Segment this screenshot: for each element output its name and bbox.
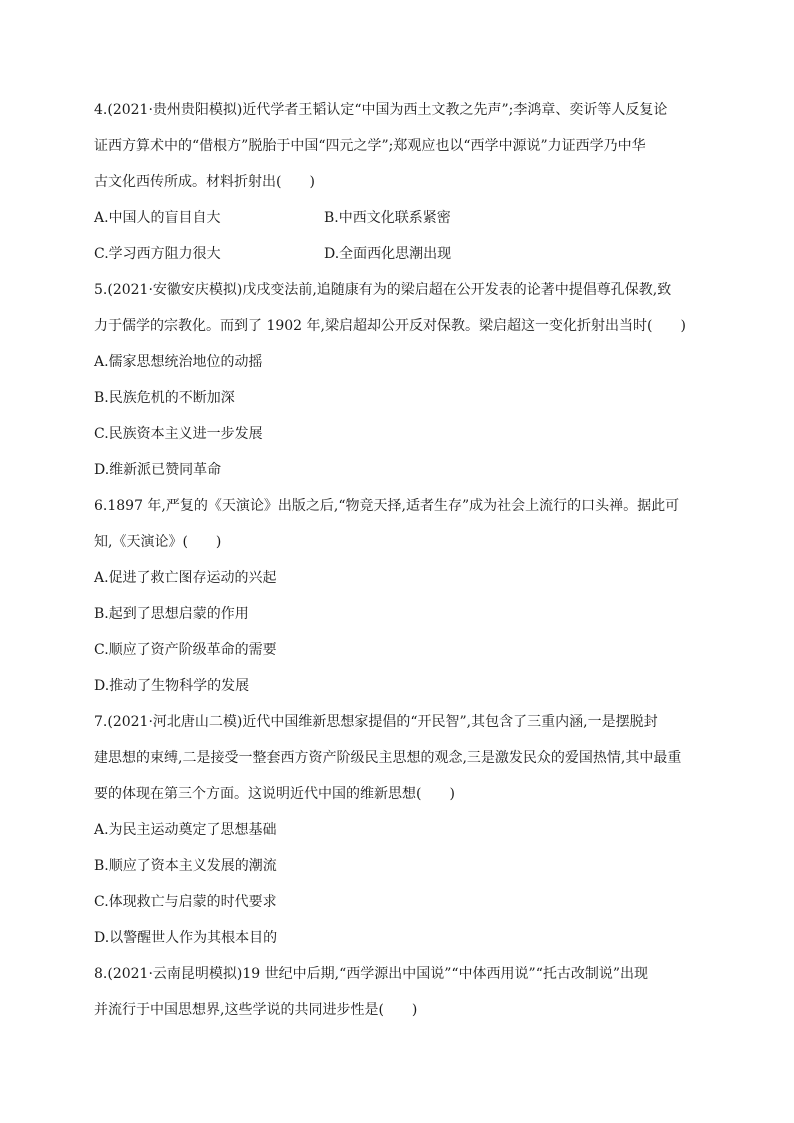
option-d[interactable]: D.全面西化思潮出现 xyxy=(324,246,452,262)
question-5 xyxy=(94,280,700,496)
option-d[interactable]: D.推动了生物科学的发展 xyxy=(94,678,250,694)
option-b[interactable]: B.中西文化联系紧密 xyxy=(324,210,451,226)
option-c[interactable]: C.学习西方阻力很大 xyxy=(94,246,221,262)
option-d[interactable]: D.以警醒世人作为其根本目的 xyxy=(94,930,278,946)
document-page xyxy=(94,100,700,1036)
option-a[interactable]: A.为民主运动奠定了思想基础 xyxy=(94,822,277,838)
question-stem-line: 建思想的束缚,二是接受一整套西方资产阶级民主思想的观念,三是激发民众的爱国热情,其中最重 xyxy=(94,750,682,766)
question-stem-line: 力于儒学的宗教化。而到了 1902 年,梁启超却公开反对保教。梁启超这一变化折射出当时( ) xyxy=(94,318,686,334)
question-stem-line: 并流行于中国思想界,这些学说的共同进步性是( ) xyxy=(94,1002,418,1018)
option-row xyxy=(94,244,700,280)
option-a[interactable]: A.促进了救亡图存运动的兴起 xyxy=(94,570,277,586)
option-row xyxy=(94,208,700,244)
option-a[interactable]: A.儒家思想统治地位的动摇 xyxy=(94,354,263,370)
question-stem-line: 4.(2021·贵州贵阳模拟)近代学者王韬认定“中国为西土文教之先声”;李鸿章、奕䜣等人反复论 xyxy=(94,102,668,118)
question-stem-line: 7.(2021·河北唐山二模)近代中国维新思想家提倡的“开民智”,其包含了三重内涵,一是摆脱封 xyxy=(94,714,658,730)
option-b[interactable]: B.民族危机的不断加深 xyxy=(94,390,235,406)
question-stem-line: 知,《天演论》( ) xyxy=(94,534,222,550)
question-7 xyxy=(94,712,700,964)
question-6 xyxy=(94,496,700,712)
question-stem-line: 5.(2021·安徽安庆模拟)戊戌变法前,追随康有为的梁启超在公开发表的论著中提倡尊孔保教,致 xyxy=(94,282,672,298)
option-c[interactable]: C.民族资本主义进一步发展 xyxy=(94,426,263,442)
question-stem-line: 要的体现在第三个方面。这说明近代中国的维新思想( ) xyxy=(94,786,455,802)
option-a[interactable]: A.中国人的盲目自大 xyxy=(94,210,221,226)
option-b[interactable]: B.顺应了资本主义发展的潮流 xyxy=(94,858,277,874)
question-4 xyxy=(94,100,700,280)
option-d[interactable]: D.维新派已赞同革命 xyxy=(94,462,222,478)
question-stem-line: 6.1897 年,严复的《天演论》出版之后,“物竞天择,适者生存”成为社会上流行的口头禅。据此可 xyxy=(94,498,680,514)
question-8 xyxy=(94,964,700,1020)
option-c[interactable]: C.顺应了资产阶级革命的需要 xyxy=(94,642,277,658)
option-b[interactable]: B.起到了思想启蒙的作用 xyxy=(94,606,249,622)
option-c[interactable]: C.体现救亡与启蒙的时代要求 xyxy=(94,894,277,910)
question-stem-line: 8.(2021·云南昆明模拟)19 世纪中后期,“西学源出中国说”“中体西用说”“托古改制说”出现 xyxy=(94,966,649,982)
question-stem-line: 古文化西传所成。材料折射出( ) xyxy=(94,174,315,190)
question-stem-line: 证西方算术中的“借根方”脱胎于中国“四元之学”;郑观应也以“西学中源说”力证西学乃中华 xyxy=(94,138,646,154)
